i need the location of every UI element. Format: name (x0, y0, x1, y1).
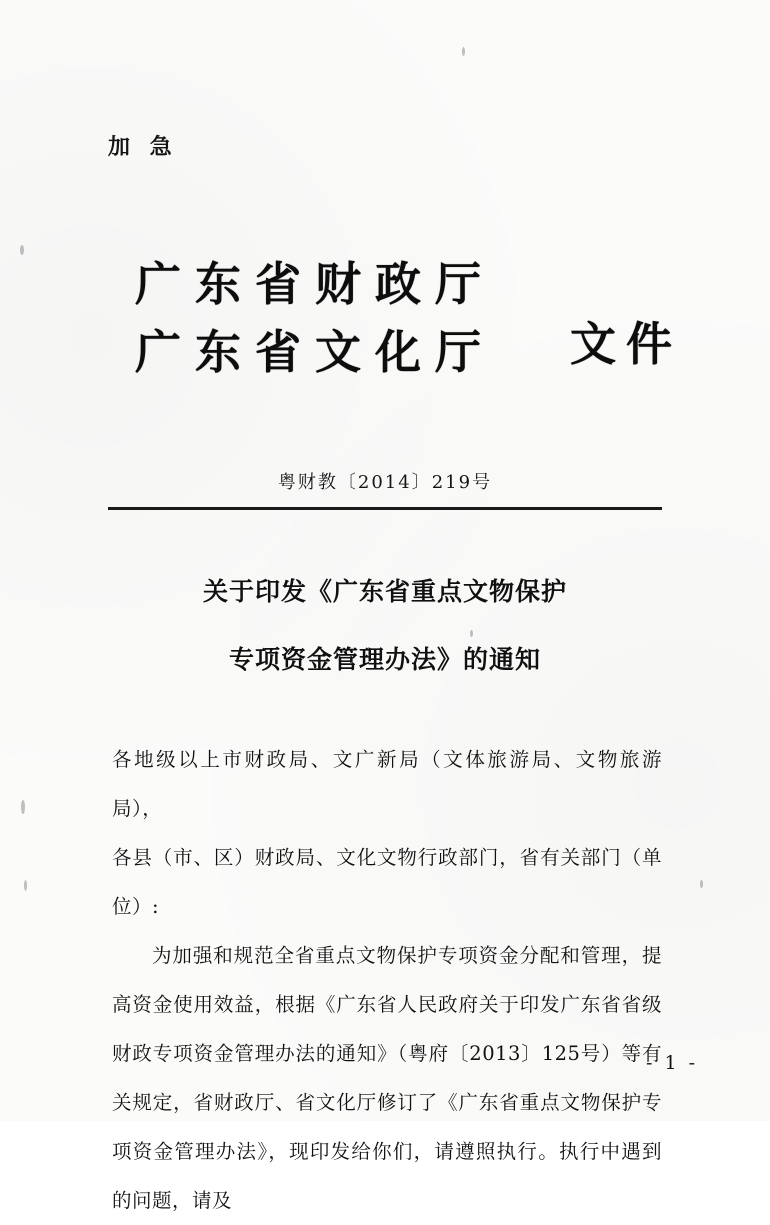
title-line-2: 专项资金管理办法》的通知 (228, 645, 541, 674)
document-number: 粤财教〔2014〕219号 (277, 472, 493, 493)
scan-speck (21, 800, 25, 814)
addressee-line-1: 各地级以上市财政局、文广新局（文体旅游局、文物旅游局）， (112, 748, 662, 820)
masthead (0, 250, 770, 410)
urgency-mark: 加 急 (108, 135, 178, 160)
page-number: - 1 - (645, 1052, 698, 1074)
masthead-line-2: 广东省文化厅 (135, 325, 495, 379)
scan-speck (462, 47, 465, 56)
body-text (112, 735, 662, 1225)
masthead-suffix: 文件 (570, 317, 682, 371)
masthead-line-1: 广东省财政厅 (135, 257, 495, 311)
masthead-agency-lines (135, 250, 495, 386)
body-paragraph-1: 为加强和规范全省重点文物保护专项资金分配和管理，提高资金使用效益，根据《广东省人民政府关于印发广东省省级财政专项资金管理办法的通知》（粤府〔2013〕125号）等有关规定，省财政厅、省文化厅修订了《广东省重点文物保护专项资金管理办法》，现印发给你们，请遵照执行。执行中遇到的问题，请及 (112, 944, 662, 1212)
page-title (120, 558, 650, 694)
scan-speck (24, 880, 27, 891)
header-divider-rule (108, 507, 662, 510)
scan-speck (700, 880, 703, 888)
title-line-1: 关于印发《广东省重点文物保护 (202, 577, 567, 606)
addressee-line-2: 各县（市、区）财政局、文化文物行政部门，省有关部门（单位）: (112, 846, 662, 918)
